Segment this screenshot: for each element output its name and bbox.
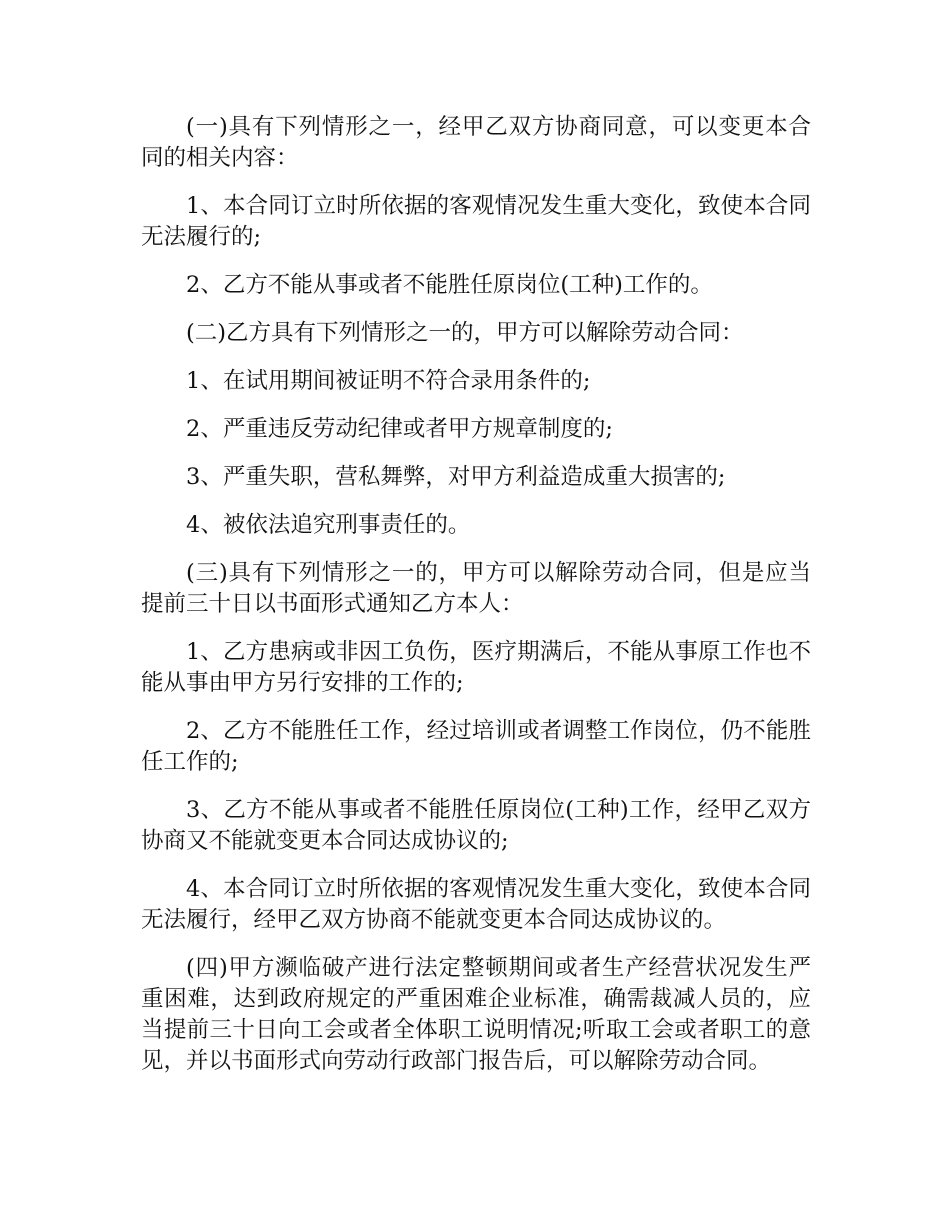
paragraph-clause-3-item-3: 3、乙方不能从事或者不能胜任原岗位(工种)工作，经甲乙双方协商又不能就变更本合同达成协议的;	[141, 797, 811, 854]
paragraph-clause-4: (四)甲方濒临破产进行法定整顿期间或者生产经营状况发生严重困难，达到政府规定的严重困难企业标准，确需裁减人员的，应当提前三十日向工会或者全体职工说明情况;听取工会或者职工的意见，并以书面形式向劳动行政部门报告后，可以解除劳动合同。	[141, 955, 811, 1074]
document-body	[141, 112, 811, 1094]
paragraph-clause-3: (三)具有下列情形之一的，甲方可以解除劳动合同，但是应当提前三十日以书面形式通知乙方本人：	[141, 560, 811, 617]
paragraph-clause-2-item-1: 1、在试用期间被证明不符合录用条件的;	[186, 368, 591, 394]
paragraph-clause-2: (二)乙方具有下列情形之一的，甲方可以解除劳动合同：	[186, 320, 744, 346]
paragraph-clause-2-item-4: 4、被依法追究刑事责任的。	[186, 512, 471, 538]
paragraph-clause-3-item-2: 2、乙方不能胜任工作，经过培训或者调整工作岗位，仍不能胜任工作的;	[141, 718, 811, 775]
paragraph-clause-2-item-3: 3、严重失职，营私舞弊，对甲方利益造成重大损害的;	[186, 464, 726, 490]
paragraph-clause-3-item-1: 1、乙方患病或非因工负伤，医疗期满后，不能从事原工作也不能从事由甲方另行安排的工作的;	[141, 639, 811, 696]
paragraph-clause-3-item-4: 4、本合同订立时所依据的客观情况发生重大变化，致使本合同无法履行，经甲乙双方协商不能就变更本合同达成协议的。	[141, 876, 811, 933]
paragraph-clause-1-item-2: 2、乙方不能从事或者不能胜任原岗位(工种)工作的。	[186, 272, 713, 298]
paragraph-clause-1-item-1: 1、本合同订立时所依据的客观情况发生重大变化，致使本合同无法履行的;	[141, 193, 811, 250]
paragraph-clause-1: (一)具有下列情形之一，经甲乙双方协商同意，可以变更本合同的相关内容：	[141, 114, 811, 171]
paragraph-clause-2-item-2: 2、严重违反劳动纪律或者甲方规章制度的;	[186, 416, 613, 442]
